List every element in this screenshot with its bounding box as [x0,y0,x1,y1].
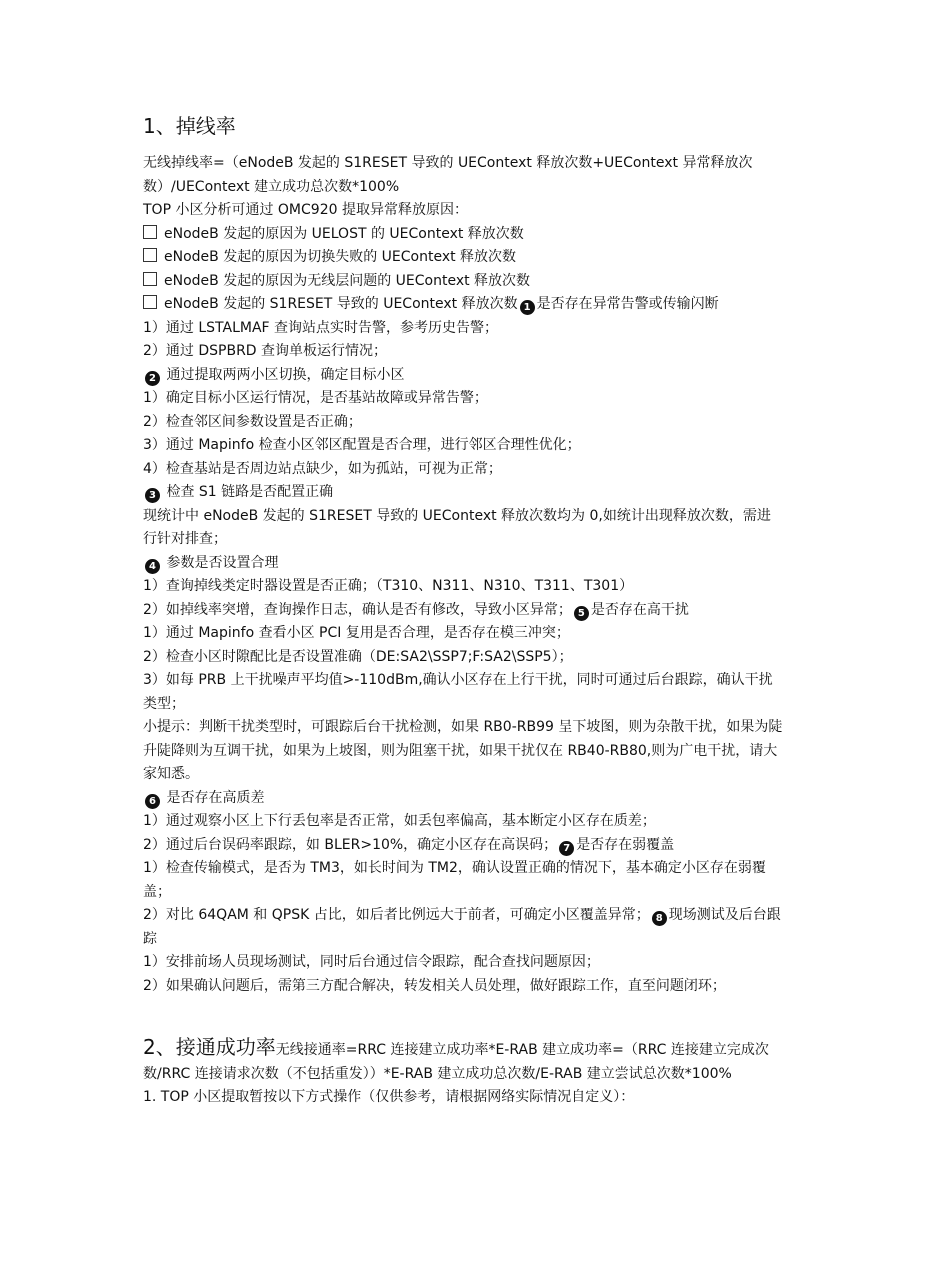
step-8-marker-icon: 8 [652,911,667,926]
document-page [143,112,783,1110]
step-7-item: 1）检查传输模式，是否为 TM3，如长时间为 TM2，确认设置正确的情况下，基本确定小区存在弱覆盖； [143,860,766,900]
step-8-item: 2）如果确认问题后，需第三方配合解决，转发相关人员处理，做好跟踪工作，直至问题闭环； [143,977,726,994]
section-spacer [143,998,783,1036]
step-2-item: 3）通过 Mapinfo 检查小区邻区配置是否合理，进行邻区合理性优化； [143,437,581,453]
section-2-formula: 2、接通成功率无线接通率=RRC 连接建立成功率*E-RAB 建立成功率=（RRC 连接建立完成次数/RRC 连接请求次数（不包括重发））*E-RAB 建立成功总次数/E-RAB 建立尝试总次数*100% [143,1035,769,1082]
step-8-item: 1）安排前场人员现场测试，同时后台通过信令跟踪，配合查找问题原因； [143,954,600,970]
section-1-heading: 1、掉线率 [143,114,236,138]
step-7-item: 2）对比 64QAM 和 QPSK 占比，如后者比例远大于前者，可确定小区覆盖异常； 8 现场测试及后台跟踪 [143,907,781,947]
step-6-item: 1）通过观察小区上下行丢包率是否正常，如丢包率偏高，基本断定小区存在质差； [143,813,656,829]
step-1-title: 是否存在异常告警或传输闪断 [536,296,719,312]
step-5-title: 是否存在高干扰 [590,601,689,618]
step-4-item: 2）如掉线率突增，查询操作日志，确认是否有修改，导致小区异常； 5 是否存在高干扰 [143,601,689,619]
step-5-item: 2）检查小区时隙配比是否设置准确（DE:SA2\SSP7;F:SA2\SSP5）； [143,648,573,665]
top-cell-intro: TOP 小区分析可通过 OMC920 提取异常释放原因： [143,202,468,218]
step-6-marker-icon: 6 [145,794,160,809]
step-8-title: 现场测试及后台跟踪 [143,907,781,947]
checklist-item: eNodeB 发起的原因为切换失败的 UEContext 释放次数 [143,246,783,270]
step-2-item: 2）检查邻区间参数设置是否正确； [143,413,362,430]
checkbox-icon [143,295,157,309]
checkbox-icon [143,225,157,239]
step-1-marker-icon: 1 [520,300,535,315]
step-3-marker-icon: 3 [145,488,160,503]
step-6-title-line: 6 是否存在高质差 [143,787,783,811]
checklist-item: eNodeB 发起的原因为无线层问题的 UEContext 释放次数 [143,270,783,294]
step-4-item: 1）查询掉线类定时器设置是否正确；（T310、N311、N310、T311、T301） [143,578,634,594]
step-2-title-line: 2 通过提取两两小区切换，确定目标小区 [143,364,783,388]
section-2-heading: 2、接通成功率 [143,1035,276,1059]
checklist-item: eNodeB 发起的 S1RESET 导致的 UEContext 释放次数 1 是否存在异常告警或传输闪断 [143,293,783,317]
drop-rate-formula: 无线掉线率=（eNodeB 发起的 S1RESET 导致的 UEContext 释放次数+UEContext 异常释放次数）/UEContext 建立成功总次数*100% [143,155,753,195]
step-2-item: 4）检查基站是否周边站点缺少，如为孤站，可视为正常； [143,460,502,477]
checkbox-icon [143,272,157,286]
step-5-item: 1）通过 Mapinfo 查看小区 PCI 复用是否合理，是否存在模三冲突； [143,625,570,641]
step-5-marker-icon: 5 [574,606,589,621]
step-3-text: 现统计中 eNodeB 发起的 S1RESET 导致的 UEContext 释放次数均为 0,如统计出现释放次数，需进行针对排查； [143,507,771,547]
step-1-item: 1）通过 LSTALMAF 查询站点实时告警，参考历史告警； [143,319,499,336]
interference-tip: 小提示：判断干扰类型时，可跟踪后台干扰检测，如果 RB0-RB99 呈下坡图，则为杂散干扰，如果为陡升陡降则为互调干扰，如果为上坡图，则为阻塞干扰，如果干扰仅在 RB40-RB80,则为广电干扰，请大家知悉。 [143,719,783,782]
step-3-title-line: 3 检查 S1 链路是否配置正确 [143,481,783,505]
step-2-marker-icon: 2 [145,371,160,386]
checklist-item: eNodeB 发起的原因为 UELOST 的 UEContext 释放次数 [143,223,783,247]
step-7-marker-icon: 7 [559,841,574,856]
checkbox-icon [143,248,157,262]
top-cell-note: 1. TOP 小区提取暂按以下方式操作（仅供参考，请根据网络实际情况自定义）： [143,1089,635,1105]
step-2-item: 1）确定目标小区运行情况，是否基站故障或异常告警； [143,390,488,406]
step-6-item: 2）通过后台误码率跟踪，如 BLER>10%，确定小区存在高误码； 7 是否存在弱覆盖 [143,836,675,854]
step-4-marker-icon: 4 [145,559,160,574]
step-4-title-line: 4 参数是否设置合理 [143,552,783,576]
step-1-item: 2）通过 DSPBRD 查询单板运行情况； [143,343,388,359]
step-5-item: 3）如每 PRB 上干扰噪声平均值>-110dBm,确认小区存在上行干扰，同时可通过后台跟踪，确认干扰类型； [143,672,773,712]
step-7-title: 是否存在弱覆盖 [576,836,675,853]
